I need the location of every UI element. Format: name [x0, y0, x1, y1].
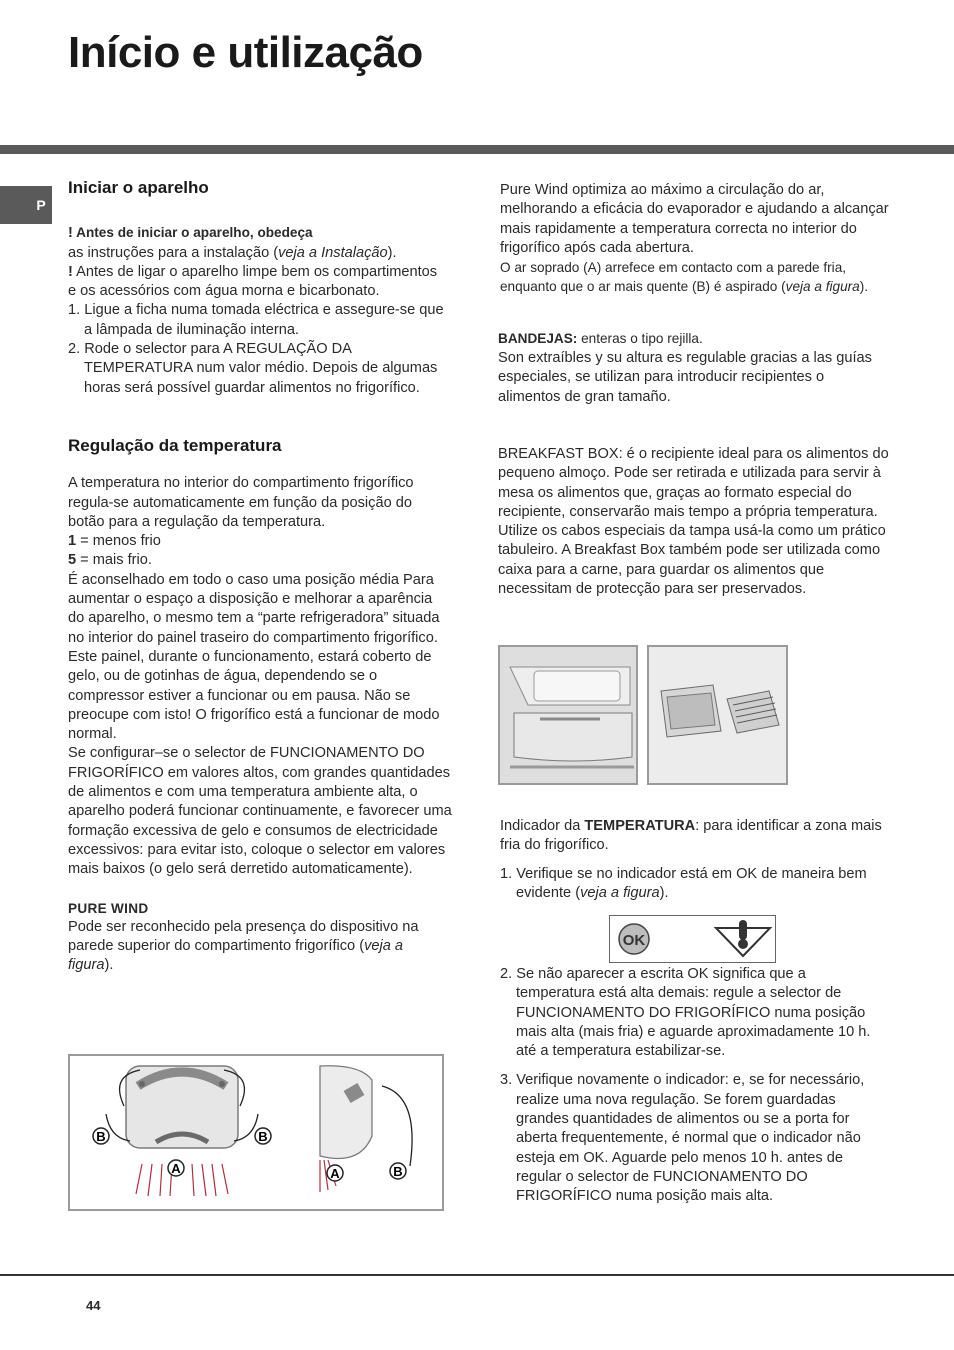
list-item: 3. Verifique novamente o indicador: e, se for necessário, realize uma nova regulação. Se forem guardadas grandes quantidades de alimentos ou se a porta for aberta frequentemente, é normal que o indicador não esteja em OK. Aguarde pelo menos 10 h. antes de regular o selector de FUNCIONAMENTO DO FRIGORÍFICO numa posição mais alta. [500, 1072, 865, 1205]
list-item: 2. Se não aparecer a escrita OK significa que a temperatura está alta demais: regule a selector de FUNCIONAMENTO DO FRIGORÍFICO numa posição mais alta (mais fria) e aguarde aproximadamente 10 h. até a temperatura estabilizar-se. [500, 966, 871, 1060]
temperature-body-2: Se configurar–se o selector de FUNCIONAMENTO DO FRIGORÍFICO em valores altos, com grandes quantidades de alimentos e com uma temperatura ambiente alta, o aparelho poderá funcionar continuamente, e favorecer uma formação excessiva de gelo e consumos de electricidade excessivos: para evitar isto, coloque o selector em valores mais baixos (o gelo será derretido automaticamente). [68, 745, 452, 878]
page-title: Início e utilização [68, 28, 423, 77]
temperature-intro: A temperatura no interior do compartimento frigorífico regula-se automaticamente em função da posição do botão para a regulação da temperatura. [68, 475, 414, 530]
list-item: 1. Ligue a ficha numa tomada eléctrica e assegure-se que a lâmpada de iluminação interna. [68, 302, 444, 338]
bandejas-heading: BANDEJAS: enteras o tipo rejilla. [498, 330, 703, 346]
temperature-setting-5: 5 = mais frio. [68, 552, 152, 569]
footer-rule [0, 1274, 954, 1276]
shelf-drawer-icon [500, 647, 636, 783]
warning-1: ! Antes de iniciar o aparelho, obedeça as instruções para a instalação (veja a Instalação). [68, 225, 397, 261]
section-heading-temperature: Regulação da temperatura [68, 435, 282, 455]
indicator-section [500, 817, 886, 903]
temperature-setting-1: 1 = menos frio [68, 533, 161, 550]
pure-wind-description: Pure Wind optimiza ao máximo a circulação do ar, melhorando a eficácia do evaporador e ajudando a alcançar mais rapidamente a temperatura correcta no interior do frigorífico após cada abertura. [500, 182, 889, 256]
page-number: 44 [86, 1298, 101, 1313]
airflow-arrows-icon [70, 1056, 442, 1209]
right-column [498, 181, 890, 599]
svg-text:B: B [393, 1164, 403, 1179]
language-tab: P [0, 186, 52, 224]
start-steps [68, 301, 452, 397]
indicator-step-1 [500, 865, 886, 904]
pure-wind-text: Pode ser reconhecido pela presença do dispositivo na parede superior do compartimento frigorífico (veja a figura). [68, 918, 419, 974]
pure-wind-heading: PURE WIND [68, 900, 149, 916]
warning-2: ! Antes de ligar o aparelho limpe bem os compartimentos e os acessórios com água morna e bicarbonato. [68, 263, 438, 300]
pure-wind-description-2: O ar soprado (A) arrefece em contacto com a parede fria, enquanto que o ar mais quente (B) é aspirado (veja a figura). [500, 260, 869, 295]
temperature-body: É aconselhado em todo o caso uma posição média Para aumentar o espaço a disposição e melhorar a aparência do aparelho, o mesmo tem a “parte refrigeradora” situada no interior do painel traseiro do compartimento frigorífico. Este painel, durante o funcionamento, estará coberto de gelo, ou de gotinhas de água, dependendo se o compressor estiver a funcionar ou em pausa. Não se preocupe com isto! O frigorífico está a funcionar de modo normal. [68, 571, 440, 743]
list-item: 2. Rode o selector para A REGULAÇÃO DA TEMPERATURA num valor médio. Depois de algumas horas será possível guardar alimentos no frigorífico. [68, 341, 438, 396]
svg-text:OK: OK [622, 932, 646, 949]
svg-text:B: B [96, 1129, 106, 1144]
indicator-intro: Indicador da TEMPERATURA: para identificar a zona mais fria do frigorífico. [500, 818, 882, 854]
pure-wind-figure [68, 1054, 444, 1211]
breakfast-box-figure [647, 645, 788, 785]
ok-indicator-figure [609, 915, 776, 963]
breakfast-box-icon [649, 647, 786, 783]
svg-text:B: B [258, 1129, 268, 1144]
shelf-drawer-figure [498, 645, 638, 785]
svg-text:A: A [330, 1166, 340, 1181]
indicator-steps [500, 965, 886, 1207]
title-rule [0, 145, 954, 154]
thermometer-snowflake-icon [716, 920, 770, 956]
left-column [68, 178, 452, 976]
list-item: 1. Verifique se no indicador está em OK de maneira bem evidente (veja a figura). [500, 865, 867, 901]
ok-indicator-icon [619, 924, 649, 954]
section-heading-start: Iniciar o aparelho [68, 178, 209, 197]
breakfast-box-text: BREAKFAST BOX: é o recipiente ideal para os alimentos do pequeno almoço. Pode ser retirada e utilizada para servir à mesa os alimentos que, graças ao formato especial do recipiente, conservarão mais tempo a própria temperatura. Utilize os cabos especiais da tampa usá-la como um prático tabuleiro. A Breakfast Box também pode ser utilizada como caixa para a carne, para guardar os alimentos que necessitam de protecção para ser preservados. [498, 445, 889, 598]
svg-text:A: A [171, 1161, 181, 1176]
bandejas-body: Son extraíbles y su altura es regulable gracias a las guías especiales, se utilizan para introducir recipientes o alimentos de gran tamaño. [498, 350, 872, 405]
